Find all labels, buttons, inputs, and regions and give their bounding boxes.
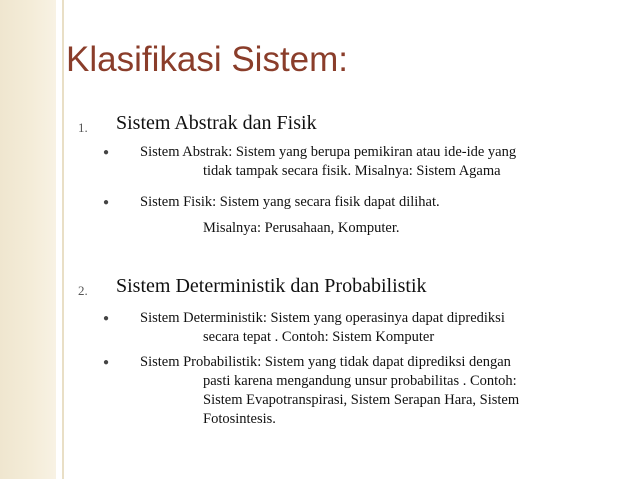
bullet-line: Misalnya: Perusahaan, Komputer.: [203, 220, 400, 236]
section-1-bullet-1: [140, 143, 516, 181]
decorative-sidebar-stripe: [0, 0, 56, 479]
section-2-heading: Sistem Deterministik dan Probabilistik: [116, 275, 427, 297]
bullet-line: Fotosintesis.: [203, 411, 276, 427]
bullet-line: tidak tampak secara fisik. Misalnya: Sistem Agama: [203, 163, 501, 179]
section-2-number: 2.: [78, 283, 88, 298]
bullet-line: Sistem Fisik: Sistem yang secara fisik dapat dilihat.: [140, 194, 440, 210]
bullet-line: secara tepat . Contoh: Sistem Komputer: [203, 329, 435, 345]
bullet-line: Sistem Abstrak: Sistem yang berupa pemikiran atau ide-ide yang: [140, 144, 517, 160]
bullet-icon: ●: [103, 197, 110, 208]
bullet-icon: ●: [103, 147, 110, 158]
slide-title: Klasifikasi Sistem:: [66, 40, 349, 79]
decorative-sidebar-line: [62, 0, 64, 479]
bullet-icon: ●: [103, 357, 110, 368]
section-2-bullet-2: [140, 353, 519, 429]
bullet-line: Sistem Probabilistik: Sistem yang tidak dapat diprediksi dengan: [140, 354, 511, 370]
bullet-icon: ●: [103, 313, 110, 324]
section-1-number: 1.: [78, 120, 88, 135]
section-2-bullet-1: [140, 309, 505, 347]
bullet-line: Sistem Evapotranspirasi, Sistem Serapan Hara, Sistem: [203, 392, 520, 408]
section-1-bullet-2: [140, 193, 440, 238]
bullet-line: pasti karena mengandung unsur probabilitas . Contoh:: [203, 373, 517, 389]
bullet-line: Sistem Deterministik: Sistem yang operasinya dapat diprediksi: [140, 310, 505, 326]
section-1-heading: Sistem Abstrak dan Fisik: [116, 112, 317, 134]
